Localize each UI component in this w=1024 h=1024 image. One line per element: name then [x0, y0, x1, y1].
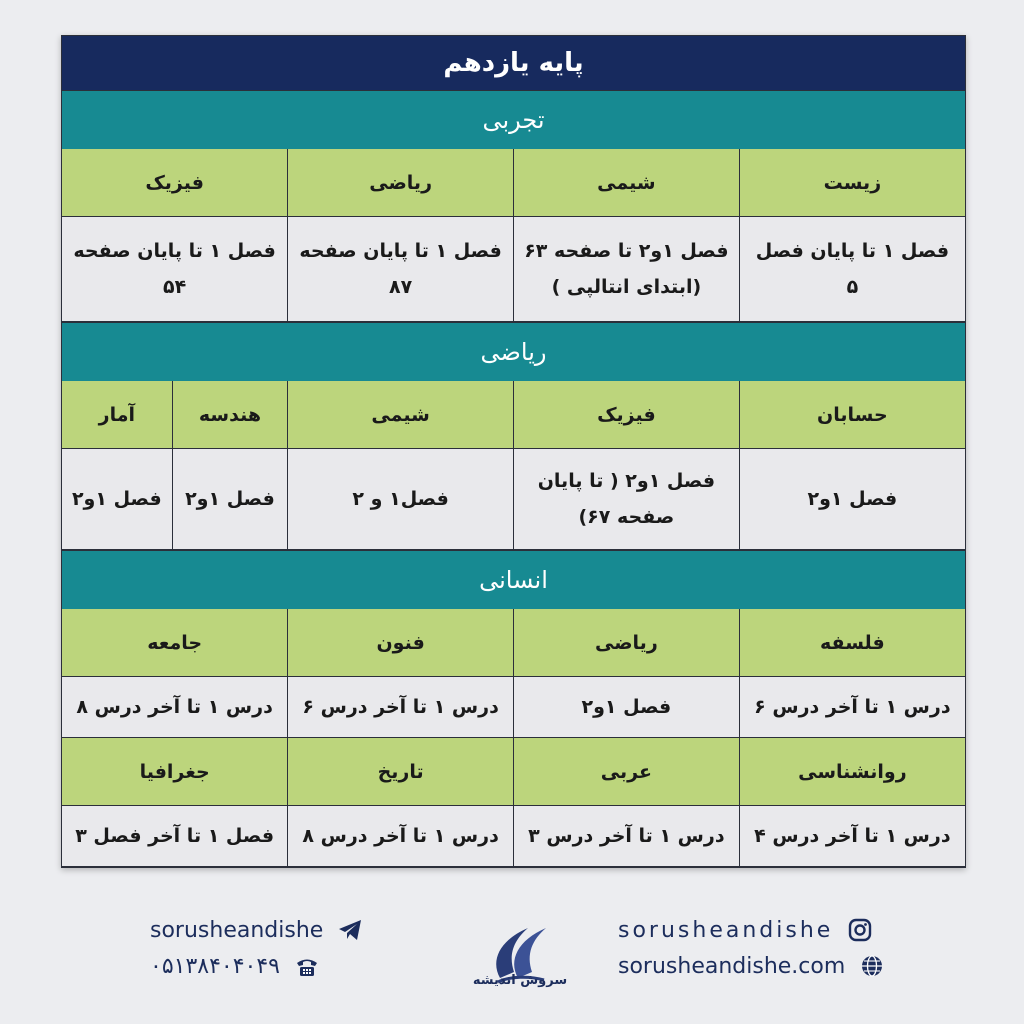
- subject-header: عربی: [514, 738, 740, 806]
- subject-header: تاریخ: [288, 738, 514, 806]
- subject-header: حسابان: [739, 381, 965, 449]
- subject-range: فصل ۱ تا پایان صفحه ۵۴: [62, 217, 288, 322]
- subject-range: فصل ۱و۲: [172, 449, 288, 550]
- subject-range: درس ۱ تا آخر درس ۶: [288, 677, 514, 738]
- subject-range: فصل ۱و۲: [62, 449, 172, 550]
- website-url: sorusheandishe.com: [618, 953, 846, 979]
- instagram-contact[interactable]: [618, 917, 873, 943]
- subject-header: فلسفه: [739, 609, 965, 677]
- subject-header: ریاضی: [514, 609, 740, 677]
- subject-range: فصل ۱و۲: [739, 449, 965, 550]
- subject-header: آمار: [62, 381, 172, 449]
- logo-text: سروش اندیشه: [472, 973, 568, 988]
- subject-range: فصل ۱ تا پایان فصل ۵: [739, 217, 965, 322]
- website-contact[interactable]: [618, 953, 885, 979]
- subject-header: شیمی: [288, 381, 514, 449]
- subject-header: ریاضی: [288, 149, 514, 217]
- subject-range: درس ۱ تا آخر درس ۸: [62, 677, 288, 738]
- subject-header: هندسه: [172, 381, 288, 449]
- subject-range: فصل ۱و۲: [514, 677, 740, 738]
- subject-header: شیمی: [514, 149, 740, 217]
- section-title-ensani: انسانی: [62, 550, 965, 609]
- phone-number: ۰۵۱۳۸۴۰۴۰۴۹: [150, 953, 280, 979]
- subject-header: روانشناسی: [739, 738, 965, 806]
- section-title-riazi: ریاضی: [62, 322, 965, 381]
- phone-icon: [294, 953, 320, 979]
- subject-header: زیست: [739, 149, 965, 217]
- instagram-icon: [847, 917, 873, 943]
- schedule-table: [61, 35, 966, 868]
- subject-range: درس ۱ تا آخر درس ۴: [739, 806, 965, 867]
- subject-range: درس ۱ تا آخر درس ۳: [514, 806, 740, 867]
- subject-range: فصل ۱ تا آخر فصل ۳: [62, 806, 288, 867]
- instagram-handle: sorusheandishe: [618, 917, 834, 943]
- subject-header: جغرافیا: [62, 738, 288, 806]
- subject-range: فصل ۱و۲ تا صفحه ۶۳ (ابتدای انتالپی ): [514, 217, 740, 322]
- phone-contact[interactable]: [150, 953, 320, 979]
- riazi-table: [62, 381, 965, 550]
- footer: [0, 905, 1024, 1015]
- subject-range: درس ۱ تا آخر درس ۶: [739, 677, 965, 738]
- ensani-table: [62, 609, 965, 867]
- logo-icon: [470, 905, 570, 1005]
- globe-icon: [859, 953, 885, 979]
- subject-range: فصل ۱و۲ ( تا پایان صفحه ۶۷): [514, 449, 740, 550]
- subject-header: فیزیک: [514, 381, 740, 449]
- subject-header: جامعه: [62, 609, 288, 677]
- subject-range: فصل ۱ تا پایان صفحه ۸۷: [288, 217, 514, 322]
- subject-header: فیزیک: [62, 149, 288, 217]
- telegram-contact[interactable]: [150, 917, 363, 943]
- telegram-handle: sorusheandishe: [150, 917, 324, 943]
- page-title: پایه یازدهم: [62, 36, 965, 90]
- tajrobi-table: [62, 149, 965, 322]
- section-title-tajrobi: تجربی: [62, 90, 965, 149]
- subject-range: درس ۱ تا آخر درس ۸: [288, 806, 514, 867]
- subject-range: فصل۱ و ۲: [288, 449, 514, 550]
- telegram-icon: [337, 917, 363, 943]
- subject-header: فنون: [288, 609, 514, 677]
